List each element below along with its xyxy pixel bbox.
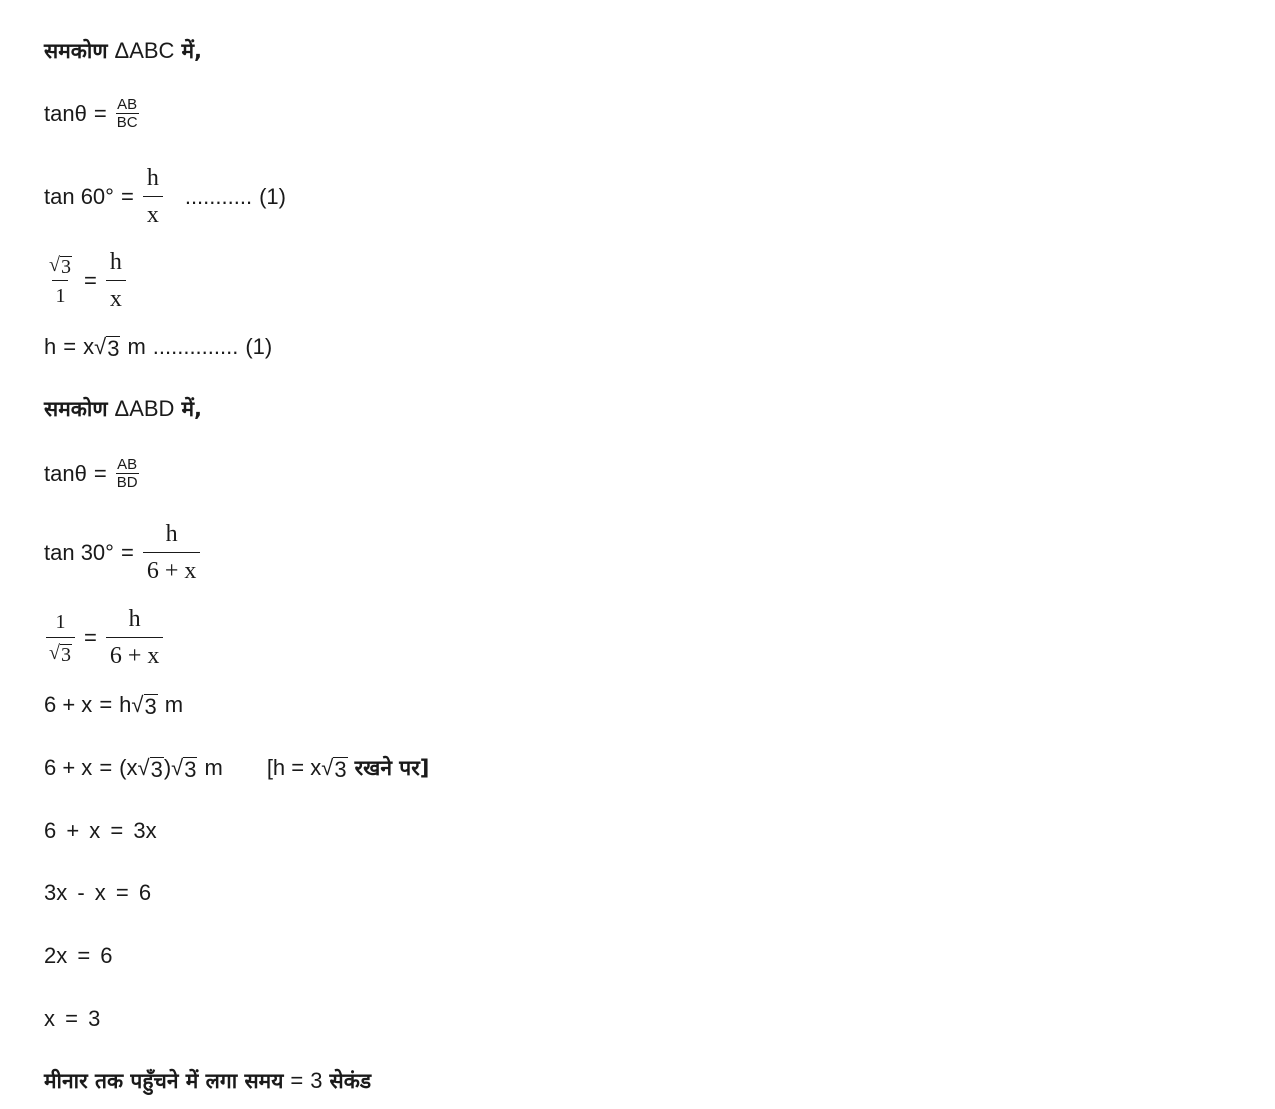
step-tan-60 — [44, 163, 286, 230]
denominator — [46, 637, 75, 666]
paren-close: ) — [163, 755, 172, 780]
step-heading-abc — [44, 38, 202, 64]
lhs: tanθ — [44, 460, 87, 486]
numerator — [46, 252, 75, 280]
equation-text: 2x = 6 — [44, 943, 113, 968]
equals: = — [99, 692, 113, 717]
numerator: AB — [117, 456, 138, 473]
equation-ref: (1) — [259, 183, 286, 209]
triangle-label: ΔABC — [114, 38, 175, 63]
lhs: tan 30° — [44, 539, 114, 565]
numerator: h — [109, 249, 122, 275]
step-tan-30 — [44, 519, 202, 586]
numerator: h — [128, 606, 141, 632]
paren-open: (x — [119, 755, 138, 780]
lhs: tan 60° — [44, 183, 114, 209]
equation-text: x = 3 — [44, 1006, 101, 1031]
variable-h: h — [119, 692, 132, 717]
hindi-in-label: में, — [181, 397, 202, 421]
equals: = — [120, 183, 134, 209]
equals: = — [290, 1068, 304, 1093]
note-sqrt: √ 3 — [321, 755, 347, 782]
step-6x-eq-3x — [44, 818, 157, 844]
sqrt-2: √ 3 — [171, 755, 197, 782]
hindi-time-label: मीनार तक पहुँचने में लगा समय — [44, 1069, 284, 1093]
unit: m — [204, 755, 223, 780]
fraction-right — [106, 247, 126, 314]
fraction — [143, 163, 163, 230]
answer-value: 3 — [310, 1068, 323, 1093]
lhs: 6 + x — [44, 755, 93, 780]
numerator: h — [146, 165, 159, 191]
radicand: 3 — [60, 256, 71, 278]
step-2x-eq-6 — [44, 943, 113, 969]
equation-ref: (1) — [245, 334, 273, 359]
step-substitute — [44, 755, 429, 781]
denominator: 1 — [52, 280, 68, 309]
hindi-in-label: में, — [181, 39, 202, 63]
numerator: AB — [117, 96, 138, 113]
fraction-right — [106, 604, 164, 671]
radicand: 3 — [334, 756, 347, 782]
hindi-right-angle-label: समकोण — [44, 397, 108, 421]
sqrt: √ 3 — [131, 692, 157, 719]
leader-dots: .............. — [152, 334, 239, 359]
radicand: 3 — [144, 693, 157, 719]
radicand: 3 — [184, 756, 197, 782]
step-heading-abd — [44, 396, 202, 422]
step-tan-theta-abd — [44, 456, 141, 491]
sqrt: √ 3 — [49, 642, 71, 666]
equals: = — [93, 100, 107, 126]
denominator: BC — [116, 114, 138, 131]
equals: = — [83, 267, 97, 293]
denominator: x — [143, 196, 163, 230]
equals: = — [120, 539, 134, 565]
lhs: 6 + x — [44, 692, 93, 717]
denominator: BD — [116, 474, 138, 491]
step-root3-over-1 — [44, 247, 128, 314]
numerator: h — [165, 521, 178, 547]
fraction-left — [46, 252, 75, 309]
lhs: h — [44, 334, 57, 359]
triangle-label: ΔABD — [114, 396, 175, 421]
equals: = — [63, 334, 77, 359]
step-1-over-root3 — [44, 604, 165, 671]
fraction-left — [46, 609, 75, 666]
numerator: 1 — [55, 611, 66, 633]
denominator: 6 + x — [143, 552, 201, 586]
radicand: 3 — [60, 644, 71, 666]
lhs: tanθ — [44, 100, 87, 126]
equals: = — [99, 755, 113, 780]
step-6x-eq-hroot3 — [44, 692, 183, 718]
leader-dots: ........... — [184, 183, 253, 209]
step-h-equals — [44, 334, 272, 360]
equals: = — [83, 624, 97, 650]
equals: = — [93, 460, 107, 486]
note-open: [h = x — [266, 755, 322, 780]
step-x-eq-3 — [44, 1006, 100, 1032]
hindi-note: रखने पर] — [354, 756, 430, 780]
radicand: 3 — [107, 335, 120, 361]
hindi-unit-seconds: सेकंड — [329, 1069, 372, 1093]
sqrt-1: √ 3 — [137, 755, 163, 782]
fraction — [116, 456, 139, 491]
hindi-right-angle-label: समकोण — [44, 39, 108, 63]
step-3x-minus-x — [44, 880, 151, 906]
fraction — [143, 519, 201, 586]
denominator: 6 + x — [106, 637, 164, 671]
denominator: x — [106, 280, 126, 314]
step-tan-theta-abc — [44, 96, 141, 131]
sqrt: √ 3 — [49, 254, 71, 278]
unit: m — [127, 334, 146, 359]
variable-x: x — [83, 334, 95, 359]
equation-text: 3x - x = 6 — [44, 880, 152, 905]
sqrt: √ 3 — [94, 334, 120, 361]
unit: m — [164, 692, 184, 717]
fraction — [116, 96, 139, 131]
radicand: 3 — [150, 756, 163, 782]
equation-text: 6 + x = 3x — [44, 818, 157, 843]
final-answer — [44, 1068, 371, 1094]
